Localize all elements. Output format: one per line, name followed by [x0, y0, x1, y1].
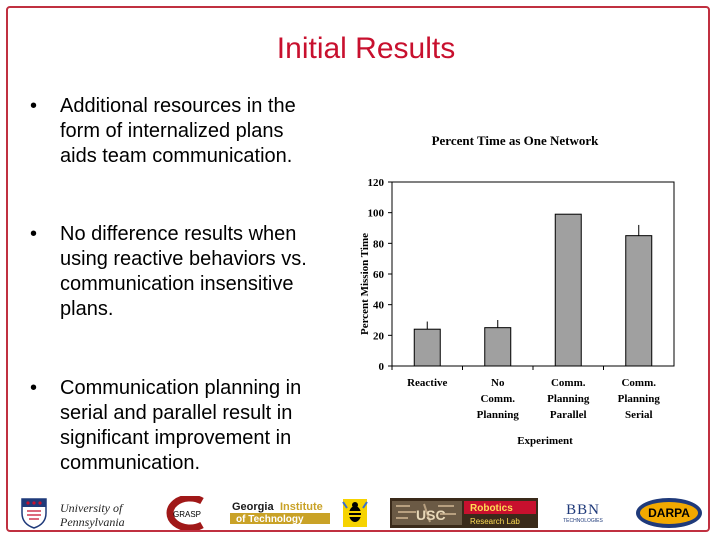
upenn-line: Pennsylvania: [60, 515, 125, 529]
grasp-logo: [158, 496, 208, 530]
bar: [626, 236, 652, 366]
yellow-jacket-mascot-icon: [342, 498, 368, 528]
y-tick-label: 0: [378, 361, 384, 373]
bar: [414, 329, 440, 366]
bullet-line: Communication planning in: [60, 377, 302, 399]
bullet-line: Additional resources in the: [60, 95, 296, 117]
bullet-dot: •: [30, 95, 38, 117]
x-tick-label: Comm.: [480, 393, 516, 405]
x-tick-label: Planning: [547, 393, 590, 405]
y-tick-label: 120: [367, 177, 384, 189]
upenn-shield-logo: [14, 496, 54, 530]
bullet-text: [60, 94, 360, 169]
bullet-line: plans.: [60, 298, 114, 320]
y-axis-label: Percent Mission Time: [359, 232, 371, 336]
georgia-tech-logo: [224, 496, 336, 528]
grasp-label: GRASP: [172, 510, 202, 519]
y-tick-label: 60: [373, 269, 384, 281]
y-tick-label: 20: [373, 330, 384, 343]
usc-label: USC: [416, 507, 446, 523]
bullet-line: significant improvement in: [60, 427, 292, 449]
x-tick-label: Planning: [476, 409, 519, 421]
upenn-wordmark: [60, 500, 150, 530]
upenn-line: University of: [60, 501, 123, 515]
slide-title: Initial Results: [276, 32, 456, 65]
bullet-text: [60, 222, 360, 322]
bullet-text: [60, 376, 360, 476]
georgia-word: Georgia: [232, 501, 274, 513]
bullet-line: No difference results when: [60, 223, 297, 245]
darpa-logo: [634, 496, 704, 530]
chart-title: Percent Time as One Network: [431, 133, 599, 148]
bar: [555, 214, 581, 366]
bar: [485, 328, 511, 366]
bbn-logo: [558, 498, 608, 528]
research-lab-label: Research Lab: [470, 517, 520, 526]
x-tick-label: Planning: [617, 393, 660, 405]
bbn-label: BBN: [566, 502, 600, 518]
chart-category-labels: [407, 377, 660, 421]
bullet-line: communication.: [60, 452, 201, 474]
technology-word: of Technology: [236, 514, 304, 525]
y-tick-label: 100: [367, 207, 384, 220]
x-tick-label: Serial: [625, 409, 653, 421]
usc-robotics-lab-logo: [390, 498, 538, 528]
footer-logos: [12, 492, 708, 532]
bullet-line: communication insensitive: [60, 273, 294, 295]
bullet-dot: •: [30, 223, 38, 245]
bullet-line: serial and parallel result in: [60, 402, 293, 424]
bbn-sub-label: TECHNOLOGIES: [563, 518, 603, 524]
x-axis-label: Experiment: [517, 435, 573, 447]
x-tick-label: Parallel: [549, 409, 587, 421]
chart-bars: [414, 214, 652, 366]
x-tick-label: Comm.: [550, 377, 586, 389]
bullet-line: aids team communication.: [60, 145, 293, 167]
bullet-dot: •: [30, 377, 38, 399]
bar-chart: [350, 120, 710, 460]
institute-word: Institute: [280, 501, 323, 513]
darpa-label: DARPA: [648, 506, 690, 520]
bullet-line: using reactive behaviors vs.: [60, 248, 307, 270]
x-tick-label: Reactive: [407, 377, 448, 389]
y-tick-label: 80: [373, 238, 384, 251]
y-tick-label: 40: [373, 299, 384, 312]
x-tick-label: No: [491, 377, 505, 389]
bullet-line: form of internalized plans: [60, 120, 284, 142]
robotics-label: Robotics: [470, 503, 513, 514]
x-tick-label: Comm.: [621, 377, 657, 389]
